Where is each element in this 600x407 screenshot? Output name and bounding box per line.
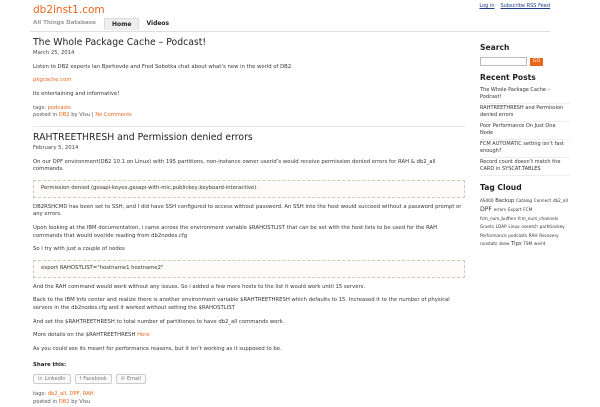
tag-cloud-link[interactable]: RAH — [528, 232, 538, 238]
post-tags — [33, 391, 465, 399]
details-link[interactable]: Here — [137, 332, 150, 339]
post-paragraph: And the RAH command would work without any issues. So i added a few more hosts to the list it would work until 15 servers. — [33, 283, 366, 290]
post-meta — [33, 399, 465, 407]
category-link[interactable]: DB2 — [58, 112, 70, 119]
site-title-link[interactable]: db2inst1.com — [33, 4, 105, 16]
tag-cloud-link[interactable]: FCM — [523, 207, 533, 213]
tag-cloud — [480, 197, 570, 248]
post-paragraph: Its entertaining and informative! — [33, 91, 120, 98]
code-block: export RAHOSTLIST="hostname1 hostname2" — [33, 260, 465, 278]
site-tagline: All Things Database — [33, 20, 96, 26]
header-divider — [30, 31, 550, 32]
tag-cloud-link[interactable]: db2_all — [552, 198, 568, 203]
author-label: by Visu — [71, 399, 91, 406]
recent-post-link[interactable]: FCM AUTOMATIC setting isn’t fast enough? — [480, 140, 570, 158]
share-title: Share this: — [33, 361, 67, 368]
email-icon: ✉ — [120, 375, 125, 382]
rss-link[interactable]: Subscribe RSS Feed — [500, 3, 550, 9]
post-title[interactable]: The Whole Package Cache – Podcast! — [33, 37, 207, 48]
share-buttons — [33, 374, 465, 384]
tag-link[interactable]: podcasts — [47, 104, 71, 111]
post-rahtreethresh — [33, 132, 465, 407]
post-podcast — [33, 37, 465, 120]
share-label: Facebook — [83, 375, 107, 382]
search-widget-title: Search — [480, 43, 510, 52]
post-paragraph: Listen to DB2 experts Ian Bjorhovde and Fred Sobotka chat about what’s new in the world of DB2. — [33, 63, 293, 70]
search-form — [480, 57, 570, 66]
category-link[interactable]: DB2 — [58, 399, 70, 406]
search-input[interactable] — [480, 57, 527, 66]
top-links — [479, 3, 550, 10]
recent-posts-list — [480, 86, 570, 176]
share-facebook-button[interactable] — [75, 374, 112, 384]
tag-cloud-link[interactable]: Linux — [508, 224, 520, 230]
tags-label: tags: — [33, 391, 46, 398]
recent-post-link[interactable]: Record count doesn’t match the CARD in SYSCAT.TABLES — [480, 158, 570, 176]
tag-cloud-link[interactable]: Performance — [480, 232, 507, 238]
share-linkedin-button[interactable] — [33, 374, 71, 384]
tag-cloud-link[interactable]: Export — [507, 207, 522, 213]
recent-post-link[interactable]: RAHTREETHRESH and Permission denied errors — [480, 104, 570, 122]
sidebar — [480, 42, 570, 248]
tag-cloud-link[interactable]: errors — [493, 207, 507, 213]
tag-cloud-link[interactable]: skew — [498, 241, 510, 247]
recent-posts-title: Recent Posts — [480, 73, 536, 82]
post-paragraph: As you could see its meant for performance reasons, but it isn’t working as it supposed to be. — [33, 345, 282, 352]
recent-post-link[interactable]: Poor Performance On Just One Node — [480, 122, 570, 140]
post-date: March 25, 2014 — [33, 50, 75, 57]
pkgcache-link[interactable]: pkgcache.com — [33, 77, 72, 84]
post-paragraph: Upon looking at the IBM documentation, i came across the environment variable $RAHOSTLIST that can be set with the host lists to be used for the RAH commands that would overide reading from db2nodes.cfg — [33, 224, 438, 239]
main-nav — [104, 18, 176, 31]
posted-in-label: posted in — [33, 112, 58, 119]
share-email-button[interactable] — [116, 374, 146, 384]
tag-cloud-link[interactable]: Catalog — [515, 198, 533, 203]
recent-post-link[interactable]: The Whole Package Cache – Podcast! — [480, 86, 570, 104]
post-title[interactable]: RAHTREETHRESH and Permission denied errors — [33, 131, 253, 143]
author-label: by Visu | — [71, 112, 94, 119]
post-paragraph: And set the $RAHTREETHRESH to total number of partitiones to have db2_all commands work. — [33, 318, 285, 325]
tag-cloud-link[interactable]: fcm_num_channels — [517, 215, 559, 221]
facebook-icon: f — [79, 375, 82, 382]
post-meta — [33, 112, 465, 120]
code-block: Permission denied (gssapi-keyex,gssapi-with-mic,publickey,keyboard-interactive). — [33, 180, 465, 198]
linkedin-icon: in — [38, 375, 43, 382]
nav-item-videos[interactable]: Videos — [146, 20, 170, 27]
post-date: February 5, 2014 — [33, 144, 79, 151]
tag-cloud-link[interactable]: Recovery — [539, 232, 559, 238]
main-content — [33, 37, 465, 407]
login-link[interactable]: Log in — [479, 3, 495, 9]
post-paragraph: Back to the IBM Info center and realize there is another environment variable $RAHTREETHRESH which defaults to 15. Increased it to the number of physical servers in the db2nodes.cfg and it worked without setting the $RAHOSTLIST — [33, 297, 450, 311]
posted-in-label: posted in — [33, 399, 58, 406]
tag-link[interactable]: db2_all, DPF, RAH — [47, 391, 94, 398]
tag-cloud-link[interactable]: Grants — [480, 224, 495, 230]
post-paragraph: So i try with just a couple of nodes — [33, 246, 125, 253]
post-paragraph — [33, 332, 465, 340]
post-paragraph: On our DPF environment(DB2 10.1 on Linux) with 195 partitions, non-instance owner userid’s would receive permission denied errors for RAH & db2_all commands. — [33, 158, 436, 173]
share-label: LinkedIn — [44, 375, 66, 382]
tag-cloud-link[interactable]: nosetch — [521, 224, 538, 230]
tag-cloud-link[interactable]: LDAP — [495, 224, 507, 230]
post-paragraph: DB2RSHCMD has been set to SSH, and I did have SSH configured to access without password. An SSH into the host would succeed without a password prompt or any errors. — [33, 203, 462, 218]
share-label: Email — [127, 375, 141, 382]
tag-cloud-link[interactable]: Tips — [511, 241, 522, 248]
nav-item-home[interactable]: Home — [104, 18, 139, 30]
comments-link[interactable]: No Comments — [95, 112, 133, 119]
post-divider — [33, 126, 465, 127]
search-go-button[interactable]: GO — [530, 58, 543, 66]
tag-cloud-link[interactable]: AS400 — [480, 198, 494, 203]
tag-cloud-link[interactable]: podcasts — [508, 232, 528, 238]
tag-cloud-link[interactable]: partitionkey — [539, 224, 565, 230]
tag-cloud-title: Tag Cloud — [480, 183, 522, 192]
tag-cloud-link[interactable]: TSM — [523, 241, 533, 247]
tag-cloud-link[interactable]: DPF — [480, 206, 493, 214]
tags-label: tags: — [33, 104, 46, 111]
site-header — [0, 0, 600, 32]
tag-cloud-link[interactable]: Connect — [533, 198, 552, 203]
tag-cloud-link[interactable]: weird — [533, 241, 546, 247]
details-text: More details on the $RAHTREETHRESH — [33, 332, 136, 339]
post-tags — [33, 105, 465, 113]
tag-cloud-link[interactable]: Backup — [495, 198, 515, 204]
tag-cloud-link[interactable]: fcm_num_buffers — [480, 215, 517, 221]
tag-cloud-link[interactable]: runstats — [480, 241, 498, 247]
